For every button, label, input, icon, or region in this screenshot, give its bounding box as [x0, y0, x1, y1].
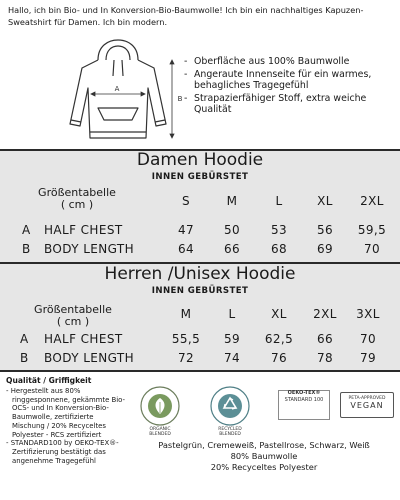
- material-polyester: 20% Recyceltes Polyester: [210, 462, 318, 472]
- hoodie-diagram: [60, 38, 188, 148]
- colors-line: Pastelgrün, Cremeweiß, Pastellrose, Schwarz, Weiß: [158, 440, 370, 450]
- oeko-tex-badge: OEKO-TEX® STANDARD 100: [278, 390, 330, 420]
- damen-size-label: Größentabelle ( cm ): [38, 186, 116, 211]
- recycled-label: RECYCLED BLENDED: [218, 427, 242, 438]
- damen-row-body-length: B BODY LENGTH 64 66 68 69 70: [22, 242, 381, 256]
- feature-item: - Angeraute Innenseite für ein warmes, behagliches Tragegefühl: [184, 68, 372, 91]
- recycled-blended-icon: [210, 386, 250, 426]
- organic-label: ORGANIC BLENDED: [149, 427, 171, 438]
- herren-size-label: Größentabelle ( cm ): [34, 303, 112, 328]
- colors-materials: [130, 440, 398, 473]
- herren-row-body-length: B BODY LENGTH 72 74 76 78 79: [20, 351, 377, 365]
- herren-size-header: M L XL 2XL 3XL: [180, 307, 380, 321]
- herren-subtitle: INNEN GEBÜRSTET: [151, 286, 249, 296]
- damen-subtitle: INNEN GEBÜRSTET: [151, 172, 249, 182]
- quality-section: [6, 376, 126, 465]
- organic-blended-icon: [140, 386, 180, 426]
- feature-item: - Oberfläche aus 100% Baumwolle: [184, 56, 350, 67]
- vegan-badge: PETA-APPROVED VEGAN: [340, 392, 394, 418]
- material-cotton: 80% Baumwolle: [230, 451, 298, 461]
- label-b: B: [177, 95, 183, 103]
- divider-bottom: [0, 370, 400, 372]
- damen-title: Damen Hoodie: [136, 150, 264, 170]
- certification-badges: [140, 386, 398, 436]
- intro-text: Hallo, ich bin Bio- und In Konversion-Bio-Baumwolle! Ich bin ein nachhaltiges Kapuzen-Sweatshirt für Damen. Ich bin modern.: [8, 5, 364, 27]
- quality-item: - Hergestellt aus 80% ringgesponnene, gekämmte Bio-OCS- und In Konversion-Bio-Baumwolle, zertifizierte Mischung / 20% Recyceltes Polyester - RCS zertifiziert: [6, 387, 125, 439]
- herren-row-half-chest: A HALF CHEST 55,5 59 62,5 66 70: [20, 332, 377, 346]
- quality-item: - STANDARD100 by OEKO-TEX®-Zertifizierung bestätigt das angenehme Tragegefühl: [6, 439, 119, 465]
- herren-title: Herren /Unisex Hoodie: [104, 264, 296, 284]
- damen-row-half-chest: A HALF CHEST 47 50 53 56 59,5: [22, 223, 387, 237]
- feature-list: [184, 56, 394, 117]
- feature-item: - Strapazierfähiger Stoff, extra weiche Qualität: [184, 92, 367, 115]
- label-a: A: [114, 85, 120, 93]
- quality-title: Qualität / Griffigkeit: [6, 376, 92, 385]
- damen-size-header: S M L XL 2XL: [181, 194, 384, 208]
